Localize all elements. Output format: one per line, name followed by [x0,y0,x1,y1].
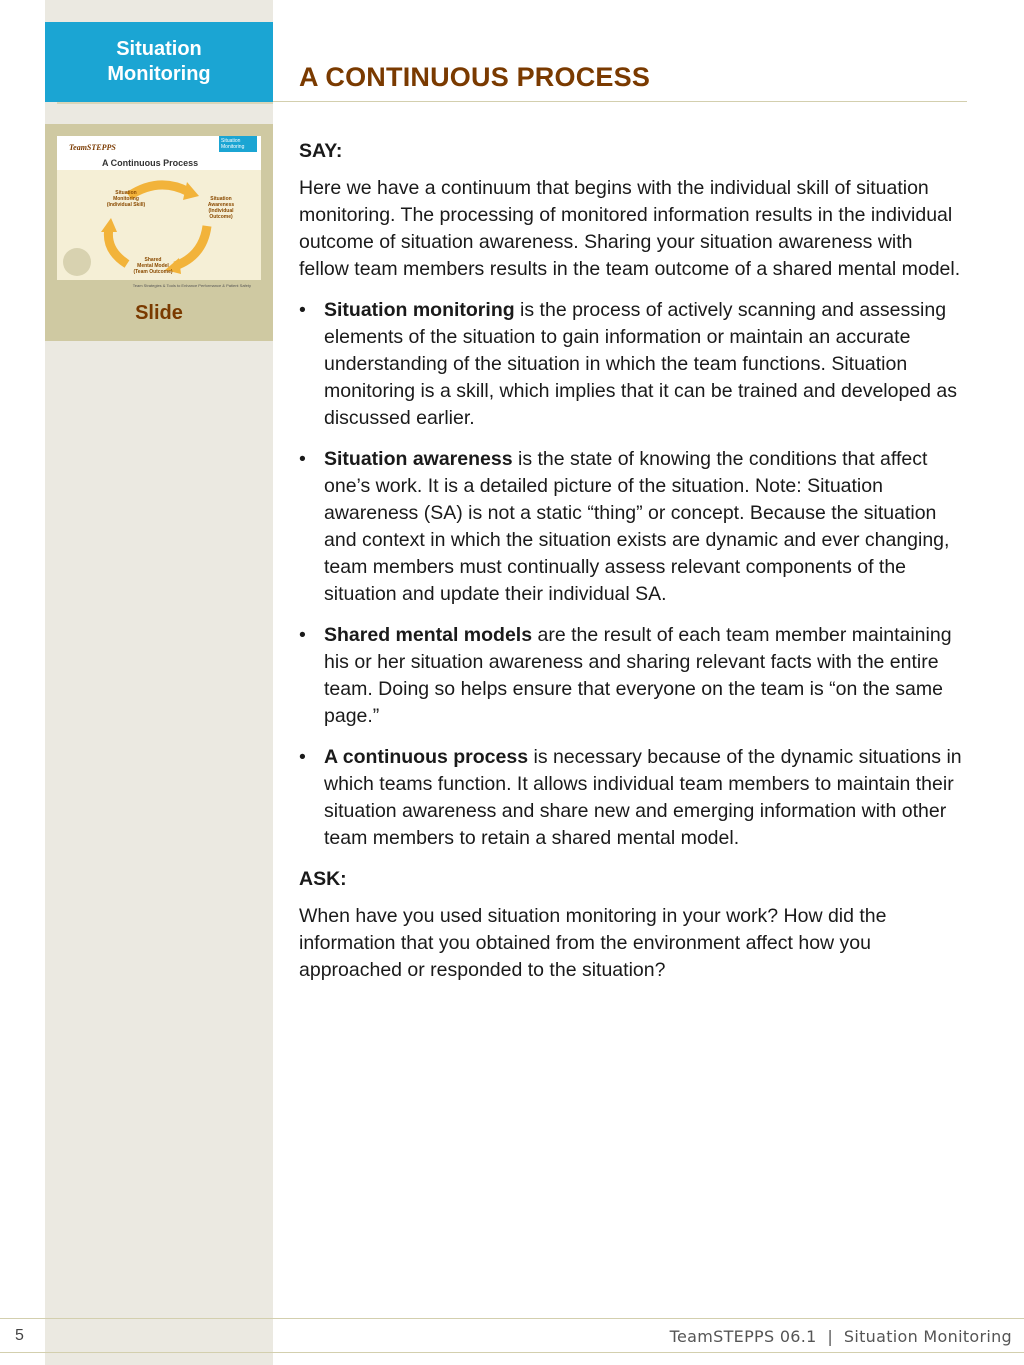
thumb-node-shared-mental-model: Shared Mental Model (Team Outcome) [133,257,173,275]
list-item: • Situation monitoring is the process of actively scanning and assessing elements of the situation to gain information or maintain an accurate understanding of the situation in which the team functions. Situation monitoring is a skill, which implies that it can be trained and developed as discussed earlier. [299,299,958,429]
arrowhead-left [101,218,117,232]
footer-rule-top [0,1318,1024,1319]
list-item: • Shared mental models are the result of each team member maintaining his or her situation awareness and sharing relevant facts with the entire team. Doing so helps ensure that everyone on the team is “on the same page.” [299,624,952,727]
section-tab [45,22,273,102]
bullet-term: Situation monitoring [324,299,515,321]
section-tab-underline [57,102,273,104]
bullet-text: is the state of knowing the conditions that affect one’s work. It is a detailed picture of the situation. Note: Situation awareness (SA) is not a static “thing” or concept. Because the situation and context in which the situation exists are dynamic and ever changing, team members must continually assess relevant components of the situation and update their individual SA. [324,448,950,605]
ask-text: When have you used situation monitoring in your work? How did the information that you obtained from the environment affect how you approached or responded to the situation? [299,905,887,981]
bullet-list [299,297,967,852]
ask-label: ASK: [299,868,347,890]
section-tab-line2: Monitoring [107,63,211,85]
thumb-brand: TeamSTEPPS [69,143,116,152]
slide-thumbnail [57,136,261,292]
thumb-tab-line2: Monitoring [221,144,245,150]
say-intro: Here we have a continuum that begins with the individual skill of situation monitoring. The processing of monitored information results in the individual outcome of situation awareness. Sharing your situation awareness with fellow team members results in the team outcome of a shared mental model. [299,177,961,280]
thumb-title: A Continuous Process [102,158,199,168]
thumb-section-tab [219,136,257,152]
bullet-term: Situation awareness [324,448,513,470]
main-content [299,138,967,998]
slide-label: Slide [135,302,183,324]
arrow-left [108,228,127,264]
bullet-text: is the process of actively scanning and assessing elements of the situation to gain information or maintain an accurate understanding of the situation in which the team functions. Situation monitoring is a skill, which implies that it can be trained and developed as discussed earlier. [324,299,958,429]
thumb-footer: Team Strategies & Tools to Enhance Performance & Patient Safety [57,280,261,292]
bullet-text: are the result of each team member maintaining his or her situation awareness and sharing relevant facts with the entire team. Doing so helps ensure that everyone on the team is “on the same page.” [324,624,952,727]
slide-box [45,124,273,341]
page-title: A CONTINUOUS PROCESS [299,62,651,92]
footer-text: TeamSTEPPS 06.1 | Situation Monitoring [669,1327,1012,1346]
thumb-tab-line1: Situation [221,138,241,144]
page-number: 5 [15,1327,24,1344]
say-label: SAY: [299,140,343,162]
thumb-node-situation-awareness: Situation Awareness (Individual Outcome) [207,196,235,220]
bullet-term: A continuous process [324,746,529,768]
bullet-text: is necessary because of the dynamic situations in which teams function. It allows individual team members to maintain their situation awareness and share new and emerging information with other team members to retain a shared mental model. [324,746,962,849]
footer-rule-bottom [0,1352,1024,1353]
thumb-seal [63,248,91,276]
bullet-term: Shared mental models [324,624,533,646]
list-item: • A continuous process is necessary because of the dynamic situations in which teams function. It allows individual team members to maintain their situation awareness and share new and emerging information with other team members to retain a shared mental model. [299,746,962,849]
thumb-node-situation-monitoring: Situation Monitoring (Individual Skill) [106,190,146,208]
section-tab-line1: Situation [116,38,202,60]
title-rule [273,101,967,102]
list-item: • Situation awareness is the state of knowing the conditions that affect one’s work. It is a detailed picture of the situation. Note: Situation awareness (SA) is not a static “thing” or concept. Because the situation and context in which the situation exists are dynamic and ever changing, team members must continually assess relevant components of the situation and update their individual SA. [299,448,950,605]
arrow-right [175,226,207,266]
